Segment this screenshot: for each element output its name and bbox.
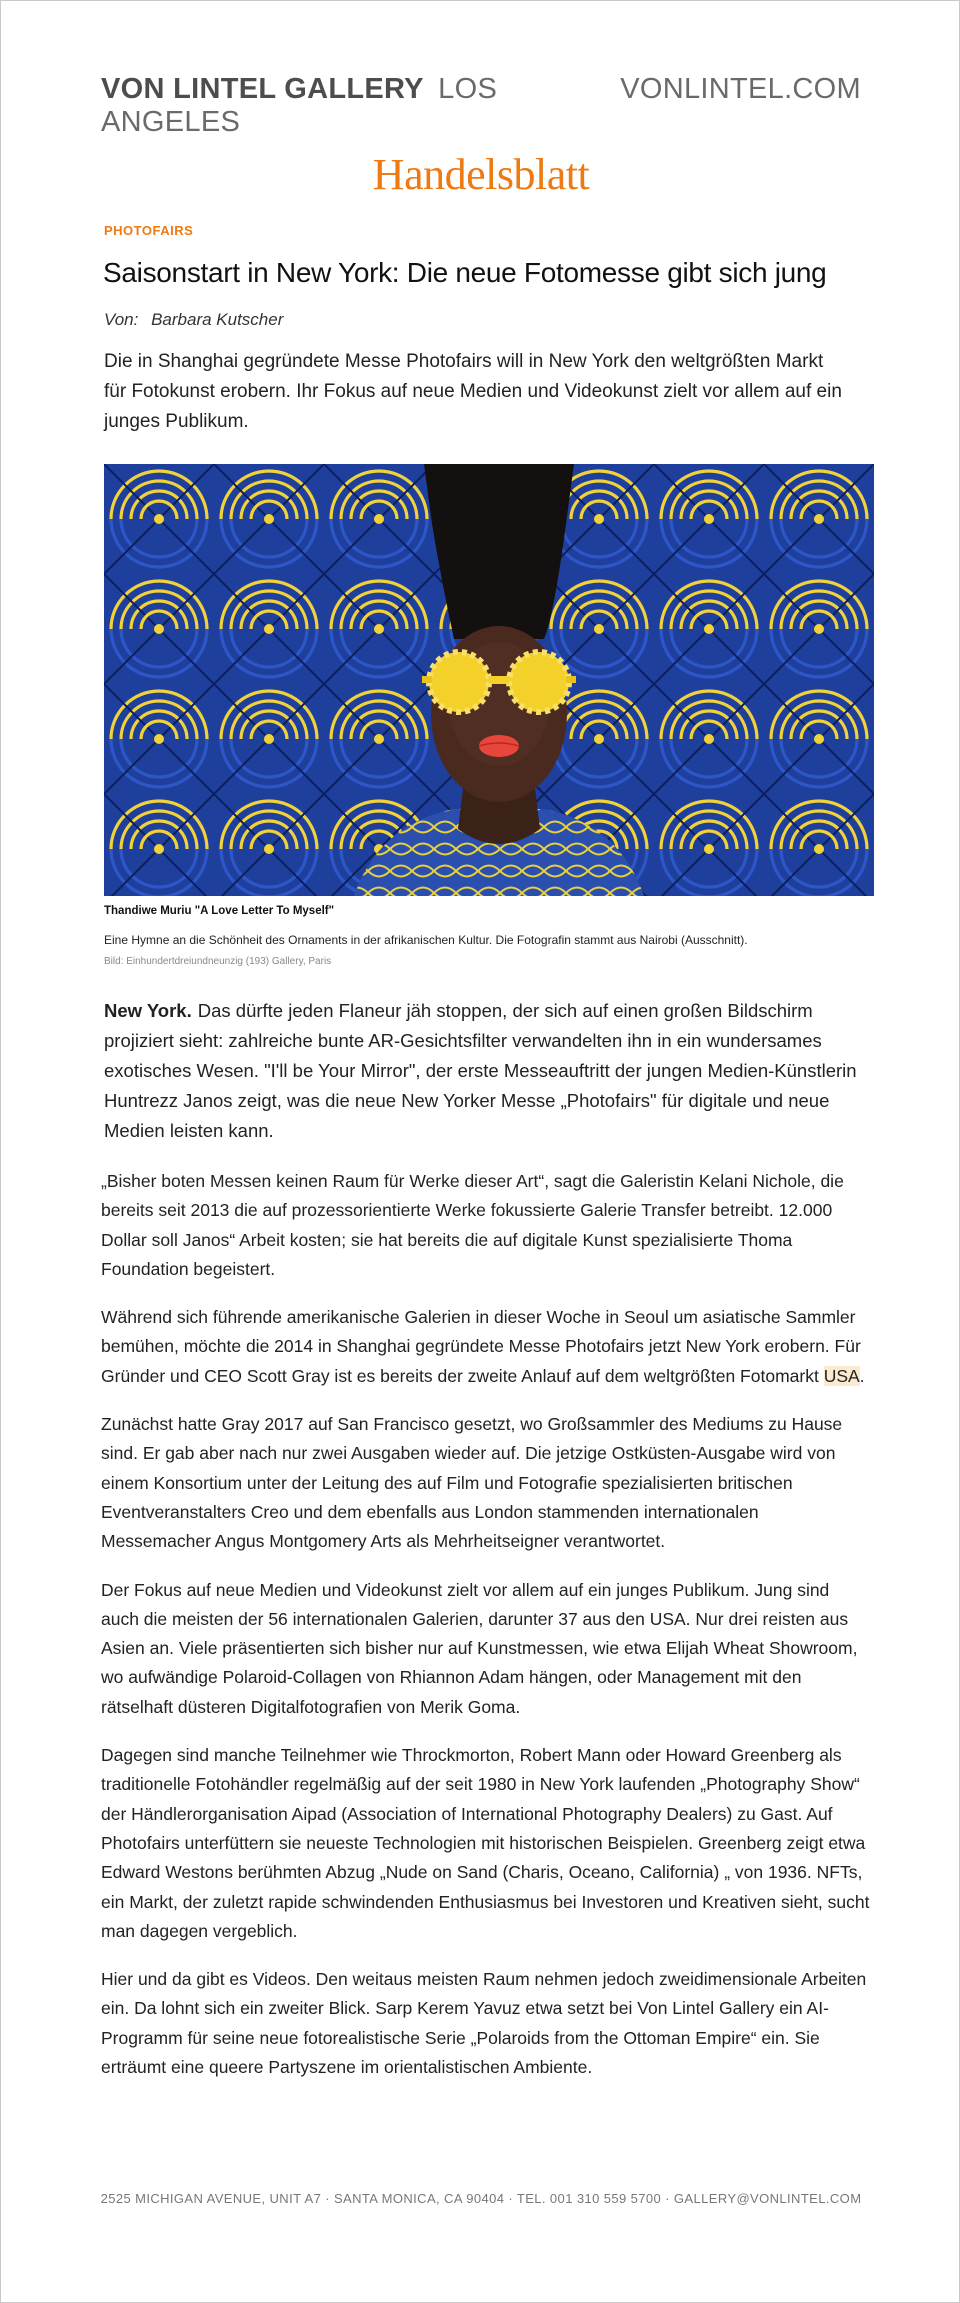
intro-text: Das dürfte jeden Flaneur jäh stoppen, der sich auf einen großen Bildschirm projiziert sieht: zahlreiche bunte AR-Gesichtsfilter verwandelten ihn in ein wundersames exotisches Wesen. "I'll be Your Mirror", der erste Messeauftritt der jungen Medien-Künstlerin Huntrezz Janos zeigt, was die neue New Yorker Messe „Photofairs" für digitale und neue Medien leisten kann. — [104, 1000, 857, 1141]
photo-credit: Bild: Einhundertdreiundneunzig (193) Gallery, Paris — [104, 956, 332, 967]
article-lede: Die in Shanghai gegründete Messe Photofairs will in New York den weltgrößten Markt für Fotokunst erobern. Ihr Fokus auf neue Medien und Videokunst zielt vor allem auf ein junges Publikum. — [104, 351, 842, 432]
paragraph-2-end: . — [859, 1365, 865, 1386]
paragraph-2-text: Während sich führende amerikanische Galerien in dieser Woche in Seoul um asiatische Sammler bemühen, möchte die 2014 in Shanghai gegründete Messe Photofairs jetzt New York erobern. Für Gründer und CEO Scott Gray ist es bereits der zweite Anlauf auf dem weltgrößten Fotomarkt — [101, 1307, 861, 1386]
gallery-footer-address: 2525 MICHIGAN AVENUE, UNIT A7 · SANTA MONICA, CA 90404 · TEL. 001 310 559 5700 · GALLERY@VONLINTEL.COM — [100, 2191, 862, 2206]
body-paragraph-5: Dagegen sind manche Teilnehmer wie Throckmorton, Robert Mann oder Howard Greenberg als traditionelle Fotohändler regelmäßig auf der seit 1980 in New York laufenden „Photography Show“ der Händlerorganisation Aipad (Association of International Photography Dealers) zu Gast. Auf Photofairs unterfüttern sie neueste Technologien mit historischen Beispielen. Greenberg zeigt etwa Edward Westons berühmten Abzug „Nude on Sand (Charis, Oceano, California) „ von 1936. NFTs, ein Markt, der zuletzt rapide schwindenden Enthusiasmus bei Investoren und Kreativen sieht, sucht man dagegen vergeblich. — [101, 1745, 870, 1941]
body-paragraph-2 — [101, 1303, 871, 1391]
article-photo — [104, 464, 874, 896]
gallery-website-link[interactable]: VONLINTEL.COM — [620, 73, 861, 105]
body-paragraph-4: Der Fokus auf neue Medien und Videokunst zielt vor allem auf ein junges Publikum. Jung sind auch die meisten der 56 internationalen Galerien, darunter 37 aus den USA. Nur drei reisten aus Asien an. Viele präsentierten sich bisher nur auf Kunstmessen, wie etwa Elijah Wheat Showroom, wo aufwändige Polaroid-Collagen von Rhiannon Adam hängen, oder Management mit den rätselhaft düsteren Digitalfotografien von Merik Goma. — [101, 1579, 858, 1717]
article-rubric: PHOTOFAIRS — [104, 223, 194, 238]
byline-author: Barbara Kutscher — [151, 310, 284, 329]
gallery-name: VON LINTEL GALLERY — [101, 73, 424, 105]
article-intro — [104, 996, 874, 1146]
body-paragraph-6: Hier und da gibt es Videos. Den weitaus meisten Raum nehmen jedoch zweidimensionale Arbeiten ein. Da lohnt sich ein zweiter Blick. Sarp Kerem Yavuz etwa setzt bei Von Lintel Gallery ein AI-Programm für seine neue fotorealistische Serie „Polaroids from the Ottoman Empire“ ein. Sie erträumt eine queere Partyszene im orientalistischen Ambiente. — [101, 1969, 867, 2078]
letterhead-left — [101, 73, 620, 139]
body-paragraph-1: „Bisher boten Messen keinen Raum für Werke dieser Art“, sagt die Galeristin Kelani Nichole, die bereits seit 2013 die auf prozessorientierte Werke fokussierte Galerie Transfer betreibt. 12.000 Dollar soll Janos“ Arbeit kosten; sie hat bereits die auf digitale Kunst spezialisierte Thoma Foundation begeistert. — [101, 1171, 844, 1279]
photo-caption-title: Thandiwe Muriu "A Love Letter To Myself" — [104, 905, 335, 917]
byline-label: Von: — [104, 310, 139, 329]
gallery-city: LOS ANGELES — [101, 73, 498, 138]
newspaper-masthead: Handelsblatt — [372, 150, 590, 199]
body-paragraph-3: Zunächst hatte Gray 2017 auf San Francisco gesetzt, wo Großsammler des Mediums zu Hause sind. Er gab aber nach nur zwei Ausgaben wieder auf. Die jetzige Ostküsten-Ausgabe wird von einem Konsortium unter der Leitung des auf Film und Fotografie spezialisierten britischen Eventveranstalters Creo und dem ebenfalls aus London stammenden internationalen Messemacher Angus Montgomery Arts als Mehrheitseigner verantwortet. — [101, 1414, 843, 1552]
photo-caption-text: Eine Hymne an die Schönheit des Ornaments in der afrikanischen Kultur. Die Fotografin stammt aus Nairobi (Ausschnitt). — [104, 933, 748, 947]
intro-dateline: New York. — [104, 1000, 192, 1021]
article-byline — [104, 310, 283, 330]
article-body — [101, 1167, 871, 2101]
photo-illustration — [104, 464, 874, 896]
highlighted-term: USA — [823, 1365, 860, 1386]
gallery-letterhead — [101, 73, 861, 139]
article-headline: Saisonstart in New York: Die neue Fotomesse gibt sich jung — [103, 257, 827, 288]
